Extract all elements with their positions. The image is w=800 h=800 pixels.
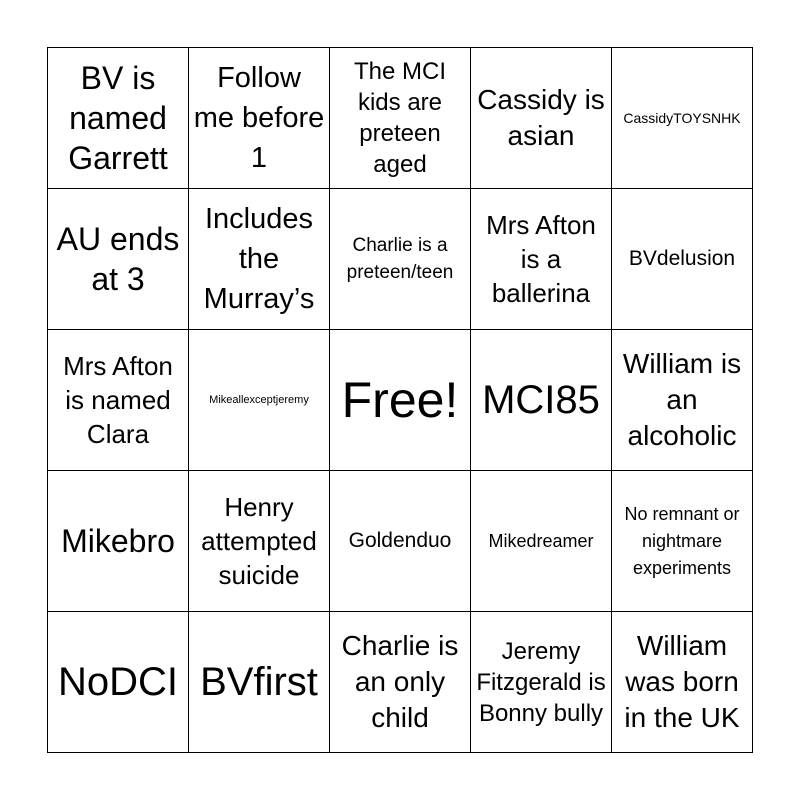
bingo-cell-text: William was born in the UK bbox=[624, 630, 740, 733]
bingo-cell-3-5[interactable] bbox=[612, 330, 753, 471]
bingo-cell-text: Jeremy Fitzgerald is Bonny bully bbox=[476, 637, 606, 727]
bingo-cell-text: CassidyTOYSNHK bbox=[623, 110, 741, 126]
bingo-cell-5-2[interactable] bbox=[189, 612, 330, 753]
bingo-cell-4-1[interactable] bbox=[48, 471, 189, 612]
bingo-cell-4-4[interactable] bbox=[471, 471, 612, 612]
bingo-cell-5-4[interactable] bbox=[471, 612, 612, 753]
bingo-cell-text: Mikeallexceptjeremy bbox=[209, 394, 309, 406]
bingo-cell-5-1[interactable] bbox=[48, 612, 189, 753]
bingo-cell-5-3[interactable] bbox=[330, 612, 471, 753]
bingo-cell-text: BV is named Garrett bbox=[68, 60, 168, 176]
bingo-cell-text: Charlie is an only child bbox=[341, 630, 459, 733]
bingo-cell-1-2[interactable] bbox=[189, 48, 330, 189]
bingo-cell-text: Free! bbox=[341, 372, 459, 428]
bingo-cell-2-4[interactable] bbox=[471, 189, 612, 330]
bingo-cell-text: Mikebro bbox=[61, 523, 175, 559]
bingo-cell-1-4[interactable] bbox=[471, 48, 612, 189]
bingo-cell-text: William is an alcoholic bbox=[622, 348, 742, 451]
bingo-cell-3-2[interactable] bbox=[189, 330, 330, 471]
bingo-cell-3-1[interactable] bbox=[48, 330, 189, 471]
bingo-cell-4-5[interactable] bbox=[612, 471, 753, 612]
bingo-cell-5-5[interactable] bbox=[612, 612, 753, 753]
bingo-cell-text: MCI85 bbox=[482, 378, 600, 422]
bingo-cell-3-3[interactable] bbox=[330, 330, 471, 471]
bingo-cell-4-3[interactable] bbox=[330, 471, 471, 612]
bingo-cell-text: Cassidy is asian bbox=[477, 84, 605, 151]
bingo-cell-text: No remnant or nightmare experiments bbox=[624, 503, 740, 578]
bingo-cell-text: NoDCI bbox=[57, 660, 179, 704]
bingo-cell-text: BVfirst bbox=[200, 660, 318, 704]
bingo-cell-1-1[interactable] bbox=[48, 48, 189, 189]
bingo-cell-text: Mrs Afton is a ballerina bbox=[486, 210, 596, 308]
bingo-cell-2-5[interactable] bbox=[612, 189, 753, 330]
bingo-cell-text: Follow me before 1 bbox=[193, 62, 325, 174]
bingo-cell-4-2[interactable] bbox=[189, 471, 330, 612]
bingo-cell-1-5[interactable] bbox=[612, 48, 753, 189]
bingo-cell-text: BVdelusion bbox=[628, 247, 736, 270]
bingo-cell-3-4[interactable] bbox=[471, 330, 612, 471]
bingo-cell-text: Henry attempted suicide bbox=[201, 492, 317, 590]
bingo-cell-text: Charlie is a preteen/teen bbox=[346, 235, 454, 283]
bingo-card bbox=[47, 47, 753, 753]
bingo-cell-text: The MCI kids are preteen aged bbox=[353, 58, 446, 178]
bingo-cell-text: Goldenduo bbox=[348, 529, 452, 552]
bingo-cell-text: AU ends at 3 bbox=[56, 221, 180, 297]
bingo-cell-1-3[interactable] bbox=[330, 48, 471, 189]
bingo-cell-2-1[interactable] bbox=[48, 189, 189, 330]
bingo-cell-text: Mrs Afton is named Clara bbox=[63, 351, 173, 449]
bingo-cell-text: Mikedreamer bbox=[488, 530, 594, 551]
bingo-cell-2-3[interactable] bbox=[330, 189, 471, 330]
bingo-cell-text: Includes the Murray’s bbox=[203, 203, 315, 315]
bingo-cell-2-2[interactable] bbox=[189, 189, 330, 330]
